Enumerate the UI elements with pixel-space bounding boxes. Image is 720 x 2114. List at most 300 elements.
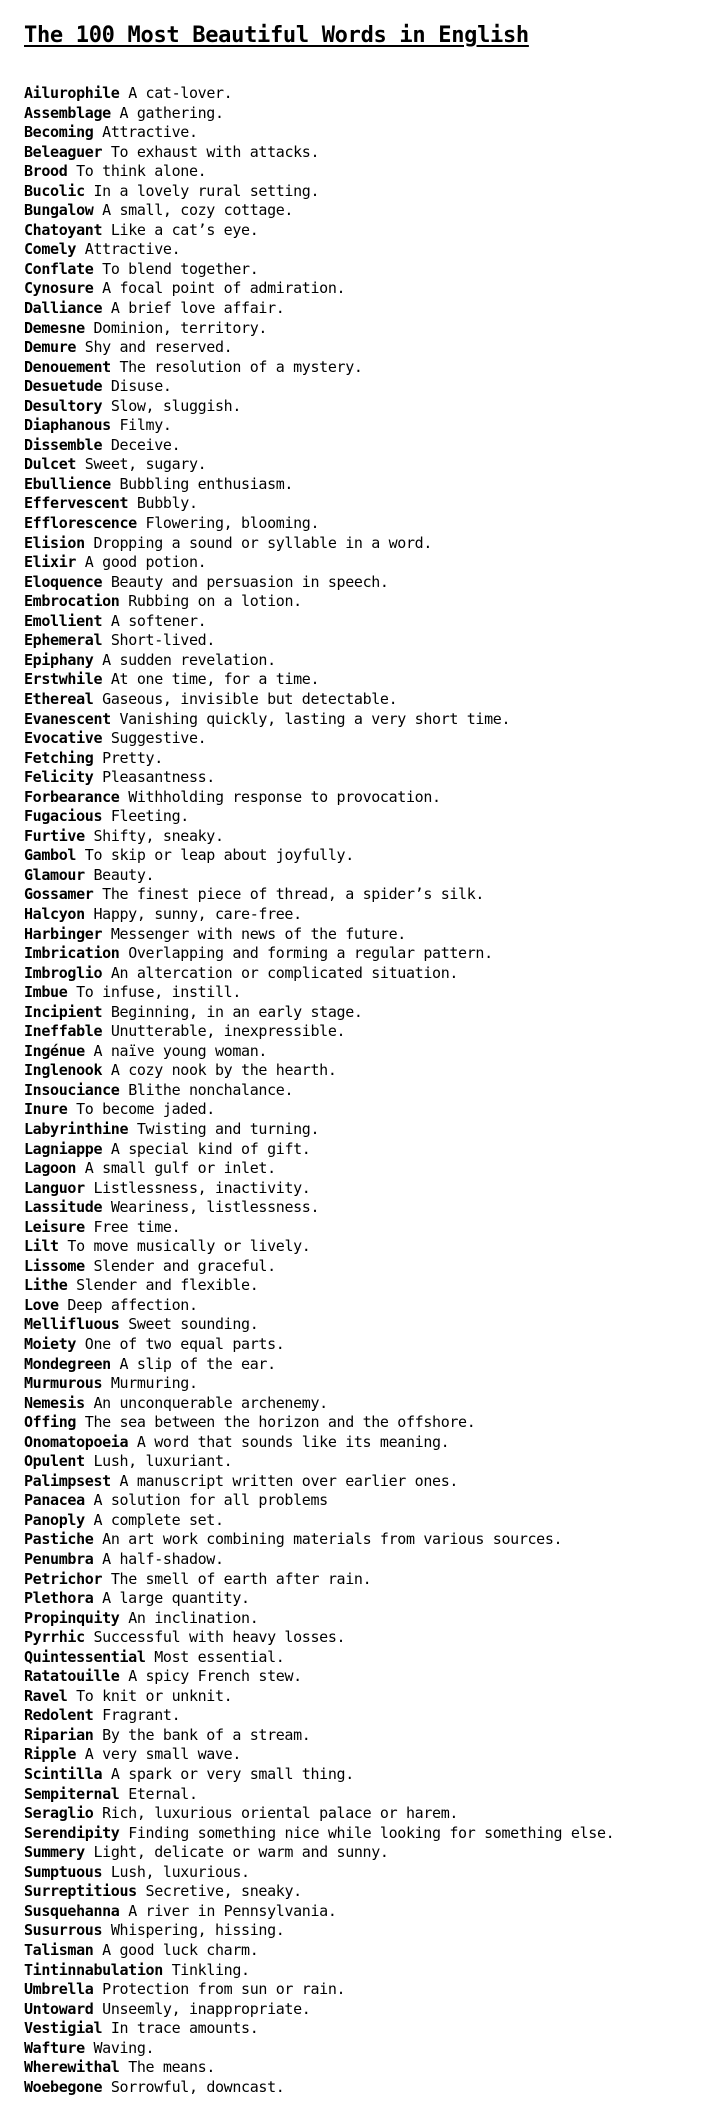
entry-word: Dalliance [24, 299, 103, 318]
page-title: The 100 Most Beautiful Words in English [24, 23, 529, 48]
list-item [24, 534, 714, 554]
entry-word: Demure [24, 338, 77, 357]
entry-definition: Whispering, hissing. [110, 1921, 285, 1940]
entry-definition: To move musically or lively. [67, 1237, 311, 1256]
list-item [24, 944, 714, 964]
list-item [24, 1570, 714, 1590]
list-item [24, 1511, 714, 1531]
list-item [24, 710, 714, 730]
entry-definition: Vanishing quickly, lasting a very short time. [119, 709, 511, 728]
entry-word: Assemblage [24, 103, 111, 122]
list-item [24, 1218, 714, 1238]
entry-definition: Overlapping and forming a regular pattern. [128, 944, 493, 963]
entry-definition: To become jaded. [76, 1100, 215, 1119]
entry-definition: A manuscript written over earlier ones. [119, 1471, 459, 1490]
entry-word: Offing [24, 1413, 77, 1432]
list-item [24, 377, 714, 397]
entry-definition: A half-shadow. [102, 1550, 224, 1569]
list-item [24, 1276, 714, 1296]
entry-definition: A cat-lover. [128, 84, 233, 102]
list-item [24, 612, 714, 632]
list-item [24, 768, 714, 788]
list-item [24, 983, 714, 1003]
list-item [24, 2000, 714, 2020]
entry-definition: By the bank of a stream. [102, 1725, 311, 1744]
entry-definition: A softener. [110, 611, 207, 630]
list-item [24, 1785, 714, 1805]
entry-definition: Deceive. [110, 435, 181, 454]
list-item [24, 1237, 714, 1257]
entry-word: Penumbra [24, 1550, 94, 1569]
entry-definition: An unconquerable archenemy. [93, 1393, 328, 1412]
entry-word: Brood [24, 162, 68, 181]
entry-definition: Withholding response to provocation. [128, 787, 441, 806]
list-item [24, 279, 714, 299]
list-item [24, 1491, 714, 1511]
entry-word: Cynosure [24, 279, 94, 298]
entry-word: Onomatopoeia [24, 1432, 129, 1451]
entry-word: Ravel [24, 1686, 68, 1705]
list-item [24, 749, 714, 769]
entry-definition: Twisting and turning. [136, 1119, 320, 1138]
list-item [24, 1355, 714, 1375]
entry-definition: Like a cat’s eye. [110, 220, 259, 239]
list-item [24, 1882, 714, 1902]
list-item [24, 1961, 714, 1981]
entry-word: Leisure [24, 1217, 85, 1236]
entry-word: Wafture [24, 2038, 85, 2057]
entry-word: Halcyon [24, 904, 85, 923]
entry-word: Embrocation [24, 592, 120, 611]
entry-definition: A word that sounds like its meaning. [136, 1432, 450, 1451]
entry-definition: Pleasantness. [102, 768, 215, 787]
list-item [24, 1061, 714, 1081]
entry-word: Lissome [24, 1256, 85, 1275]
entry-definition: Bubbling enthusiasm. [119, 474, 294, 493]
entry-definition: Happy, sunny, care-free. [93, 904, 302, 923]
entry-definition: Unseemly, inappropriate. [102, 1999, 311, 2018]
list-item [24, 1628, 714, 1648]
list-item [24, 1472, 714, 1492]
entry-word: Efflorescence [24, 514, 137, 533]
entry-word: Languor [24, 1178, 85, 1197]
entry-definition: Dominion, territory. [93, 318, 268, 337]
list-item [24, 1667, 714, 1687]
entry-definition: Secretive, sneaky. [145, 1882, 302, 1901]
entry-definition: Short-lived. [110, 631, 215, 650]
entry-word: Elixir [24, 553, 77, 572]
entry-definition: A spark or very small thing. [110, 1765, 354, 1784]
list-item [24, 1902, 714, 1922]
list-item [24, 1315, 714, 1335]
entry-definition: An art work combining materials from various sources. [102, 1530, 563, 1549]
list-item [24, 1941, 714, 1961]
entry-word: Furtive [24, 826, 85, 845]
entry-word: Inglenook [24, 1061, 103, 1080]
entry-word: Fugacious [24, 807, 103, 826]
list-item [24, 143, 714, 163]
entry-definition: In trace amounts. [110, 2019, 259, 2038]
entry-definition: Flowering, blooming. [145, 514, 320, 533]
list-item [24, 1003, 714, 1023]
entry-word: Tintinnabulation [24, 1960, 163, 1979]
entry-word: Labyrinthine [24, 1119, 129, 1138]
entry-definition: A good luck charm. [102, 1940, 259, 1959]
list-item [24, 104, 714, 124]
list-item [24, 905, 714, 925]
entry-word: Propinquity [24, 1608, 120, 1627]
entry-word: Ineffable [24, 1022, 103, 1041]
entry-word: Summery [24, 1843, 85, 1862]
entry-word: Desultory [24, 396, 103, 415]
list-item [24, 1589, 714, 1609]
entry-definition: A naïve young woman. [93, 1041, 268, 1060]
entry-word: Lassitude [24, 1198, 103, 1217]
list-item [24, 514, 714, 534]
entry-definition: Tinkling. [171, 1960, 250, 1979]
entry-definition: A large quantity. [102, 1589, 250, 1608]
list-item [24, 1081, 714, 1101]
entry-word: Bungalow [24, 201, 94, 220]
list-item [24, 1550, 714, 1570]
entry-definition: To blend together. [102, 259, 259, 278]
entry-word: Susurrous [24, 1921, 103, 1940]
entry-definition: To infuse, instill. [76, 983, 242, 1002]
entry-definition: Beauty. [93, 865, 155, 884]
entry-definition: A sudden revelation. [102, 650, 276, 669]
entry-definition: To skip or leap about joyfully. [84, 846, 354, 865]
list-item [24, 1648, 714, 1668]
entry-word: Untoward [24, 1999, 94, 2018]
entry-word: Ailurophile [24, 84, 120, 102]
list-item [24, 1120, 714, 1140]
list-item [24, 1921, 714, 1941]
entry-definition: Most essential. [154, 1647, 285, 1666]
entry-word: Riparian [24, 1725, 94, 1744]
entry-definition: Protection from sun or rain. [102, 1980, 346, 1999]
list-item [24, 1022, 714, 1042]
list-item [24, 1726, 714, 1746]
list-item [24, 201, 714, 221]
list-item [24, 1843, 714, 1863]
entry-word: Ingénue [24, 1041, 85, 1060]
list-item [24, 240, 714, 260]
list-item [24, 1257, 714, 1277]
entry-word: Moiety [24, 1335, 77, 1353]
entry-word: Diaphanous [24, 416, 111, 435]
list-item [24, 1433, 714, 1453]
entry-definition: A gathering. [119, 103, 224, 122]
entry-definition: Gaseous, invisible but detectable. [102, 689, 398, 708]
entry-word: Lagniappe [24, 1139, 103, 1158]
entry-word: Panoply [24, 1510, 85, 1529]
entry-definition: An inclination. [128, 1608, 259, 1627]
entry-definition: Deep affection. [67, 1295, 198, 1314]
entry-word: Evocative [24, 729, 103, 748]
entry-word: Ethereal [24, 689, 94, 708]
list-item [24, 670, 714, 690]
entry-definition: A spicy French stew. [128, 1667, 302, 1686]
entry-word: Ephemeral [24, 631, 103, 650]
entry-definition: A focal point of admiration. [102, 279, 346, 298]
entry-definition: A complete set. [93, 1510, 224, 1529]
entry-definition: Finding something nice while looking for something else. [128, 1823, 615, 1842]
list-item [24, 416, 714, 436]
list-item [24, 260, 714, 280]
list-item [24, 455, 714, 475]
entry-definition: The means. [128, 2058, 215, 2077]
entry-word: Scintilla [24, 1765, 103, 1784]
list-item [24, 1296, 714, 1316]
entry-definition: Slender and graceful. [93, 1256, 276, 1275]
entry-word: Imbroglio [24, 963, 103, 982]
entry-word: Incipient [24, 1002, 103, 1021]
entry-definition: Slow, sluggish. [110, 396, 242, 415]
entry-definition: Attractive. [102, 123, 198, 142]
entry-definition: Rubbing on a lotion. [128, 592, 302, 611]
entry-word: Gossamer [24, 885, 94, 904]
list-item [24, 221, 714, 241]
entry-word: Mondegreen [24, 1354, 111, 1373]
entry-word: Sumptuous [24, 1862, 103, 1881]
list-item [24, 827, 714, 847]
entry-definition: Weariness, listlessness. [110, 1198, 320, 1217]
entry-word: Fetching [24, 748, 94, 767]
entry-word: Imbue [24, 983, 68, 1002]
entry-definition: Fragrant. [102, 1706, 181, 1725]
entry-word: Serendipity [24, 1823, 120, 1842]
entry-definition: Beauty and persuasion in speech. [110, 572, 389, 591]
list-item [24, 123, 714, 143]
entry-definition: Bubbly. [136, 494, 198, 513]
list-item [24, 475, 714, 495]
entry-word: Epiphany [24, 650, 94, 669]
list-item [24, 573, 714, 593]
entry-word: Harbinger [24, 924, 103, 943]
entry-word: Felicity [24, 768, 94, 787]
entry-definition: A solution for all problems [93, 1491, 328, 1510]
list-item [24, 788, 714, 808]
list-item [24, 1804, 714, 1824]
list-item [24, 866, 714, 886]
entry-word: Opulent [24, 1452, 85, 1471]
list-item [24, 1863, 714, 1883]
entry-word: Plethora [24, 1589, 94, 1608]
entry-definition: Murmuring. [110, 1374, 198, 1393]
list-item [24, 1198, 714, 1218]
entry-word: Murmurous [24, 1374, 103, 1393]
entry-word: Glamour [24, 865, 85, 884]
entry-word: Gambol [24, 846, 77, 865]
entry-word: Sempiternal [24, 1784, 120, 1803]
entry-definition: At one time, for a time. [110, 670, 320, 689]
word-list [24, 84, 714, 2097]
entry-definition: Blithe nonchalance. [128, 1080, 294, 1099]
entry-definition: Dropping a sound or syllable in a word. [93, 533, 433, 552]
entry-word: Becoming [24, 123, 94, 142]
entry-definition: Eternal. [128, 1784, 198, 1803]
list-item [24, 162, 714, 182]
entry-definition: A good potion. [84, 553, 207, 572]
entry-word: Panacea [24, 1491, 85, 1510]
entry-definition: One of two equal parts. [84, 1335, 285, 1353]
list-item [24, 338, 714, 358]
entry-word: Erstwhile [24, 670, 103, 689]
entry-word: Ripple [24, 1745, 77, 1764]
entry-word: Pyrrhic [24, 1628, 85, 1647]
list-item [24, 1609, 714, 1629]
entry-word: Demesne [24, 318, 85, 337]
entry-definition: Waving. [93, 2038, 155, 2057]
entry-definition: To exhaust with attacks. [110, 142, 320, 161]
list-item [24, 1980, 714, 2000]
entry-definition: A special kind of gift. [110, 1139, 311, 1158]
entry-definition: Sorrowful, downcast. [110, 2077, 285, 2096]
entry-word: Emollient [24, 611, 103, 630]
entry-definition: The smell of earth after rain. [110, 1569, 372, 1588]
list-item [24, 2039, 714, 2059]
entry-word: Lithe [24, 1276, 68, 1295]
list-item [24, 690, 714, 710]
entry-definition: Unutterable, inexpressible. [110, 1022, 346, 1041]
list-item [24, 1452, 714, 1472]
entry-definition: Attractive. [84, 240, 181, 259]
list-item [24, 885, 714, 905]
entry-definition: Listlessness, inactivity. [93, 1178, 311, 1197]
list-item [24, 807, 714, 827]
entry-definition: An altercation or complicated situation. [110, 963, 459, 982]
entry-definition: Slender and flexible. [76, 1276, 259, 1295]
entry-definition: A brief love affair. [110, 299, 285, 318]
entry-word: Dulcet [24, 455, 77, 474]
entry-word: Redolent [24, 1706, 94, 1725]
entry-definition: Lush, luxurious. [110, 1862, 250, 1881]
list-item [24, 1413, 714, 1433]
list-item [24, 397, 714, 417]
list-item [24, 1140, 714, 1160]
entry-word: Imbrication [24, 944, 120, 963]
entry-word: Ratatouille [24, 1667, 120, 1686]
entry-word: Seraglio [24, 1804, 94, 1823]
entry-word: Beleaguer [24, 142, 103, 161]
entry-definition: Fleeting. [110, 807, 189, 826]
list-item [24, 553, 714, 573]
entry-word: Umbrella [24, 1980, 94, 1999]
entry-word: Pastiche [24, 1530, 94, 1549]
entry-definition: Filmy. [119, 416, 172, 435]
list-item [24, 494, 714, 514]
entry-word: Surreptitious [24, 1882, 137, 1901]
entry-definition: The sea between the horizon and the offshore. [84, 1413, 476, 1432]
list-item [24, 964, 714, 984]
list-item [24, 182, 714, 202]
entry-definition: Rich, luxurious oriental palace or harem. [102, 1804, 459, 1823]
list-item [24, 651, 714, 671]
list-item [24, 1706, 714, 1726]
entry-definition: Sweet sounding. [128, 1315, 259, 1334]
entry-definition: Sweet, sugary. [84, 455, 207, 474]
entry-word: Chatoyant [24, 220, 103, 239]
entry-definition: A river in Pennsylvania. [128, 1901, 337, 1920]
list-item [24, 2058, 714, 2078]
entry-word: Denouement [24, 357, 111, 376]
entry-definition: Messenger with news of the future. [110, 924, 406, 943]
entry-definition: A very small wave. [84, 1745, 242, 1764]
entry-definition: Disuse. [110, 377, 172, 396]
entry-definition: In a lovely rural setting. [93, 181, 320, 200]
entry-word: Woebegone [24, 2077, 103, 2096]
list-item [24, 299, 714, 319]
list-item [24, 1179, 714, 1199]
list-item [24, 319, 714, 339]
entry-word: Forbearance [24, 787, 120, 806]
list-item [24, 2078, 714, 2098]
entry-definition: Light, delicate or warm and sunny. [93, 1843, 389, 1862]
entry-definition: Shy and reserved. [84, 338, 233, 357]
list-item [24, 436, 714, 456]
entry-word: Talisman [24, 1940, 94, 1959]
entry-word: Eloquence [24, 572, 103, 591]
entry-word: Bucolic [24, 181, 85, 200]
entry-definition: Pretty. [102, 748, 163, 767]
entry-definition: A small, cozy cottage. [102, 201, 294, 220]
list-item [24, 1745, 714, 1765]
entry-word: Lilt [24, 1237, 59, 1256]
entry-definition: Free time. [93, 1217, 181, 1236]
list-item [24, 1530, 714, 1550]
list-item [24, 84, 714, 104]
entry-definition: Suggestive. [110, 729, 207, 748]
list-item [24, 846, 714, 866]
list-item [24, 1765, 714, 1785]
entry-word: Comely [24, 240, 77, 259]
list-item [24, 1687, 714, 1707]
entry-word: Mellifluous [24, 1315, 120, 1334]
entry-word: Love [24, 1295, 59, 1314]
list-item [24, 592, 714, 612]
list-item [24, 2019, 714, 2039]
entry-definition: The finest piece of thread, a spider’s silk. [102, 885, 485, 904]
entry-definition: The resolution of a mystery. [119, 357, 363, 376]
list-item [24, 1824, 714, 1844]
entry-definition: To knit or unknit. [76, 1686, 233, 1705]
entry-definition: Beginning, in an early stage. [110, 1002, 363, 1021]
entry-word: Ebullience [24, 474, 111, 493]
list-item [24, 1374, 714, 1394]
document-page [24, 22, 714, 2097]
entry-word: Lagoon [24, 1159, 77, 1178]
entry-word: Susquehanna [24, 1901, 120, 1920]
entry-word: Dissemble [24, 435, 103, 454]
list-item [24, 1159, 714, 1179]
list-item [24, 1394, 714, 1414]
list-item [24, 925, 714, 945]
entry-word: Conflate [24, 259, 94, 278]
list-item [24, 1335, 714, 1355]
entry-definition: Successful with heavy losses. [93, 1628, 346, 1647]
entry-word: Insouciance [24, 1080, 120, 1099]
list-item [24, 631, 714, 651]
entry-word: Petrichor [24, 1569, 103, 1588]
entry-word: Quintessential [24, 1647, 146, 1666]
entry-word: Desuetude [24, 377, 103, 396]
entry-definition: To think alone. [76, 162, 207, 181]
entry-word: Elision [24, 533, 85, 552]
entry-definition: A slip of the ear. [119, 1354, 276, 1373]
entry-word: Palimpsest [24, 1471, 111, 1490]
list-item [24, 729, 714, 749]
entry-word: Effervescent [24, 494, 129, 513]
